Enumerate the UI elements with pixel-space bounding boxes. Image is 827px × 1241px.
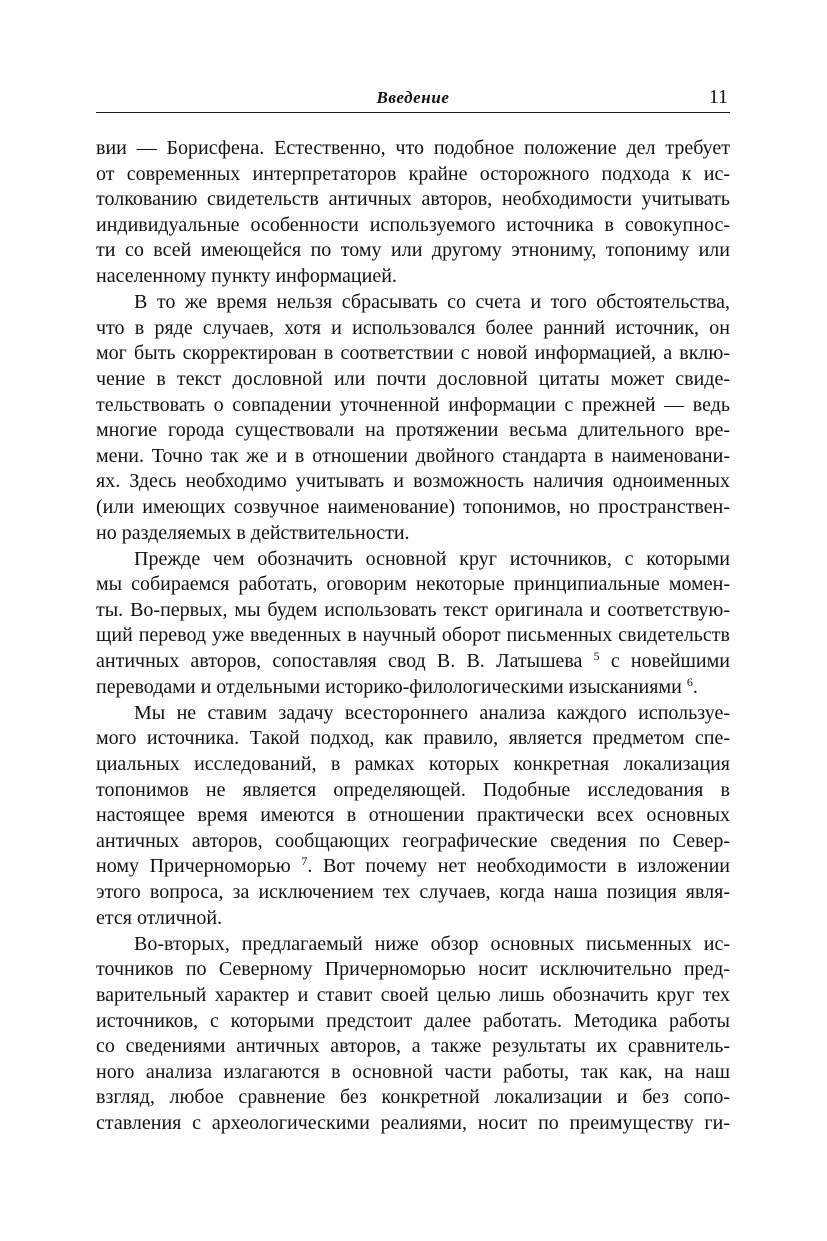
- paragraph-3: [96, 547, 730, 701]
- text-run: ному Причерноморью: [96, 855, 302, 878]
- paragraph-2: [96, 290, 730, 546]
- body-text: [96, 136, 730, 1137]
- text-line: настоящее время имеются в отношении практически всех основных: [96, 804, 730, 827]
- text-line: ется отличной.: [96, 906, 223, 929]
- text-line: [96, 649, 730, 675]
- text-line: но разделяемых в действительности.: [96, 521, 410, 544]
- page-number: 11: [708, 86, 728, 108]
- text-run: . Вот почему нет необходимости в изложении: [307, 855, 730, 878]
- text-line: ты. Во-первых, мы будем использовать текст оригинала и соответствую-: [96, 598, 730, 621]
- paragraph-1: [96, 136, 730, 290]
- text-line: топонимов не является определяющей. Подобные исследования в: [96, 778, 730, 801]
- text-line: ного анализа излагаются в основной части работы, так как, на наш: [96, 1060, 730, 1083]
- running-title: Введение: [376, 88, 450, 107]
- footnote-ref[interactable]: 5: [593, 649, 600, 664]
- text-line: взгляд, любое сравнение без конкретной локализации и без сопо-: [96, 1086, 730, 1109]
- text-line: ставления с археологическими реалиями, носит по преимуществу ги-: [96, 1111, 730, 1134]
- text-line: мени. Точно так же и в отношении двойного стандарта в наименовани-: [96, 444, 730, 467]
- text-line: мы собираемся работать, оговорим некоторые принципиальные момен-: [96, 573, 730, 596]
- text-run: с новейшими: [599, 650, 730, 673]
- text-line: этого вопроса, за исключением тех случаев, когда наша позиция явля-: [96, 881, 730, 903]
- paragraph-4: [96, 701, 730, 931]
- text-line: индивидуальные особенности используемого источника в совокупнос-: [96, 213, 730, 236]
- text-line: варительный характер и ставит своей целью лишь обозначить круг тех: [96, 983, 730, 1006]
- text-line: многие города существовали на протяжении весьма длительного вре-: [96, 419, 730, 442]
- text-line: Прежде чем обозначить основной круг источников, с которыми: [134, 547, 730, 570]
- running-head: [96, 84, 730, 113]
- text-line: мого источника. Такой подход, как правило, является предметом спе-: [96, 727, 730, 750]
- footnote-ref[interactable]: 6: [686, 674, 693, 689]
- text-line: чение в текст дословной или почти дословной цитаты может свиде-: [96, 367, 730, 390]
- text-line: толкованию свидетельств античных авторов, необходимости учитывать: [96, 188, 730, 211]
- text-line: [96, 675, 730, 701]
- text-line: циальных исследований, в рамках которых конкретная локализация: [96, 753, 730, 776]
- text-line: со сведениями античных авторов, а также результаты их сравнитель-: [96, 1035, 730, 1058]
- text-line: точников по Северному Причерноморью носит исключительно пред-: [96, 958, 730, 981]
- text-line: мог быть скорректирован в соответствии с новой информацией, а вклю-: [96, 342, 730, 365]
- text-line: [96, 854, 730, 880]
- text-run: .: [692, 675, 698, 698]
- text-line: населенному пункту информацией.: [96, 264, 397, 287]
- text-line: тельствовать о совпадении уточненной информации с прежней — ведь: [96, 393, 730, 416]
- text-run: переводами и отдельными историко-филологическими изысканиями: [96, 675, 687, 698]
- footnote-ref[interactable]: 7: [301, 854, 308, 869]
- text-line: от современных интерпретаторов крайне осторожного подхода к ис-: [96, 162, 730, 185]
- text-line: что в ряде случаев, хотя и использовался более ранний источник, он: [96, 316, 730, 339]
- text-line: источников, с которыми предстоит далее работать. Методика работы: [96, 1009, 730, 1032]
- paragraph-5: [96, 932, 730, 1137]
- text-line: В то же время нельзя сбрасывать со счета и того обстоятельства,: [134, 291, 730, 314]
- text-line: ти со всей имеющейся по тому или другому этнониму, топониму или: [96, 239, 730, 262]
- text-line: щий перевод уже введенных в научный оборот письменных свидетельств: [96, 624, 730, 647]
- text-line: ях. Здесь необходимо учитывать и возможность наличия одноименных: [96, 470, 730, 493]
- text-line: Мы не ставим задачу всестороннего анализа каждого используе-: [134, 701, 730, 724]
- text-line: Во-вторых, предлагаемый ниже обзор основных письменных ис-: [134, 932, 730, 955]
- text-line: вии — Борисфена. Естественно, что подобное положение дел требует: [96, 137, 730, 159]
- text-line: античных авторов, сообщающих географические сведения по Север-: [96, 829, 730, 852]
- text-line: (или имеющих созвучное наименование) топонимов, но пространствен-: [96, 495, 730, 518]
- text-run: античных авторов, сопоставляя свод В. В. Латышева: [96, 650, 594, 673]
